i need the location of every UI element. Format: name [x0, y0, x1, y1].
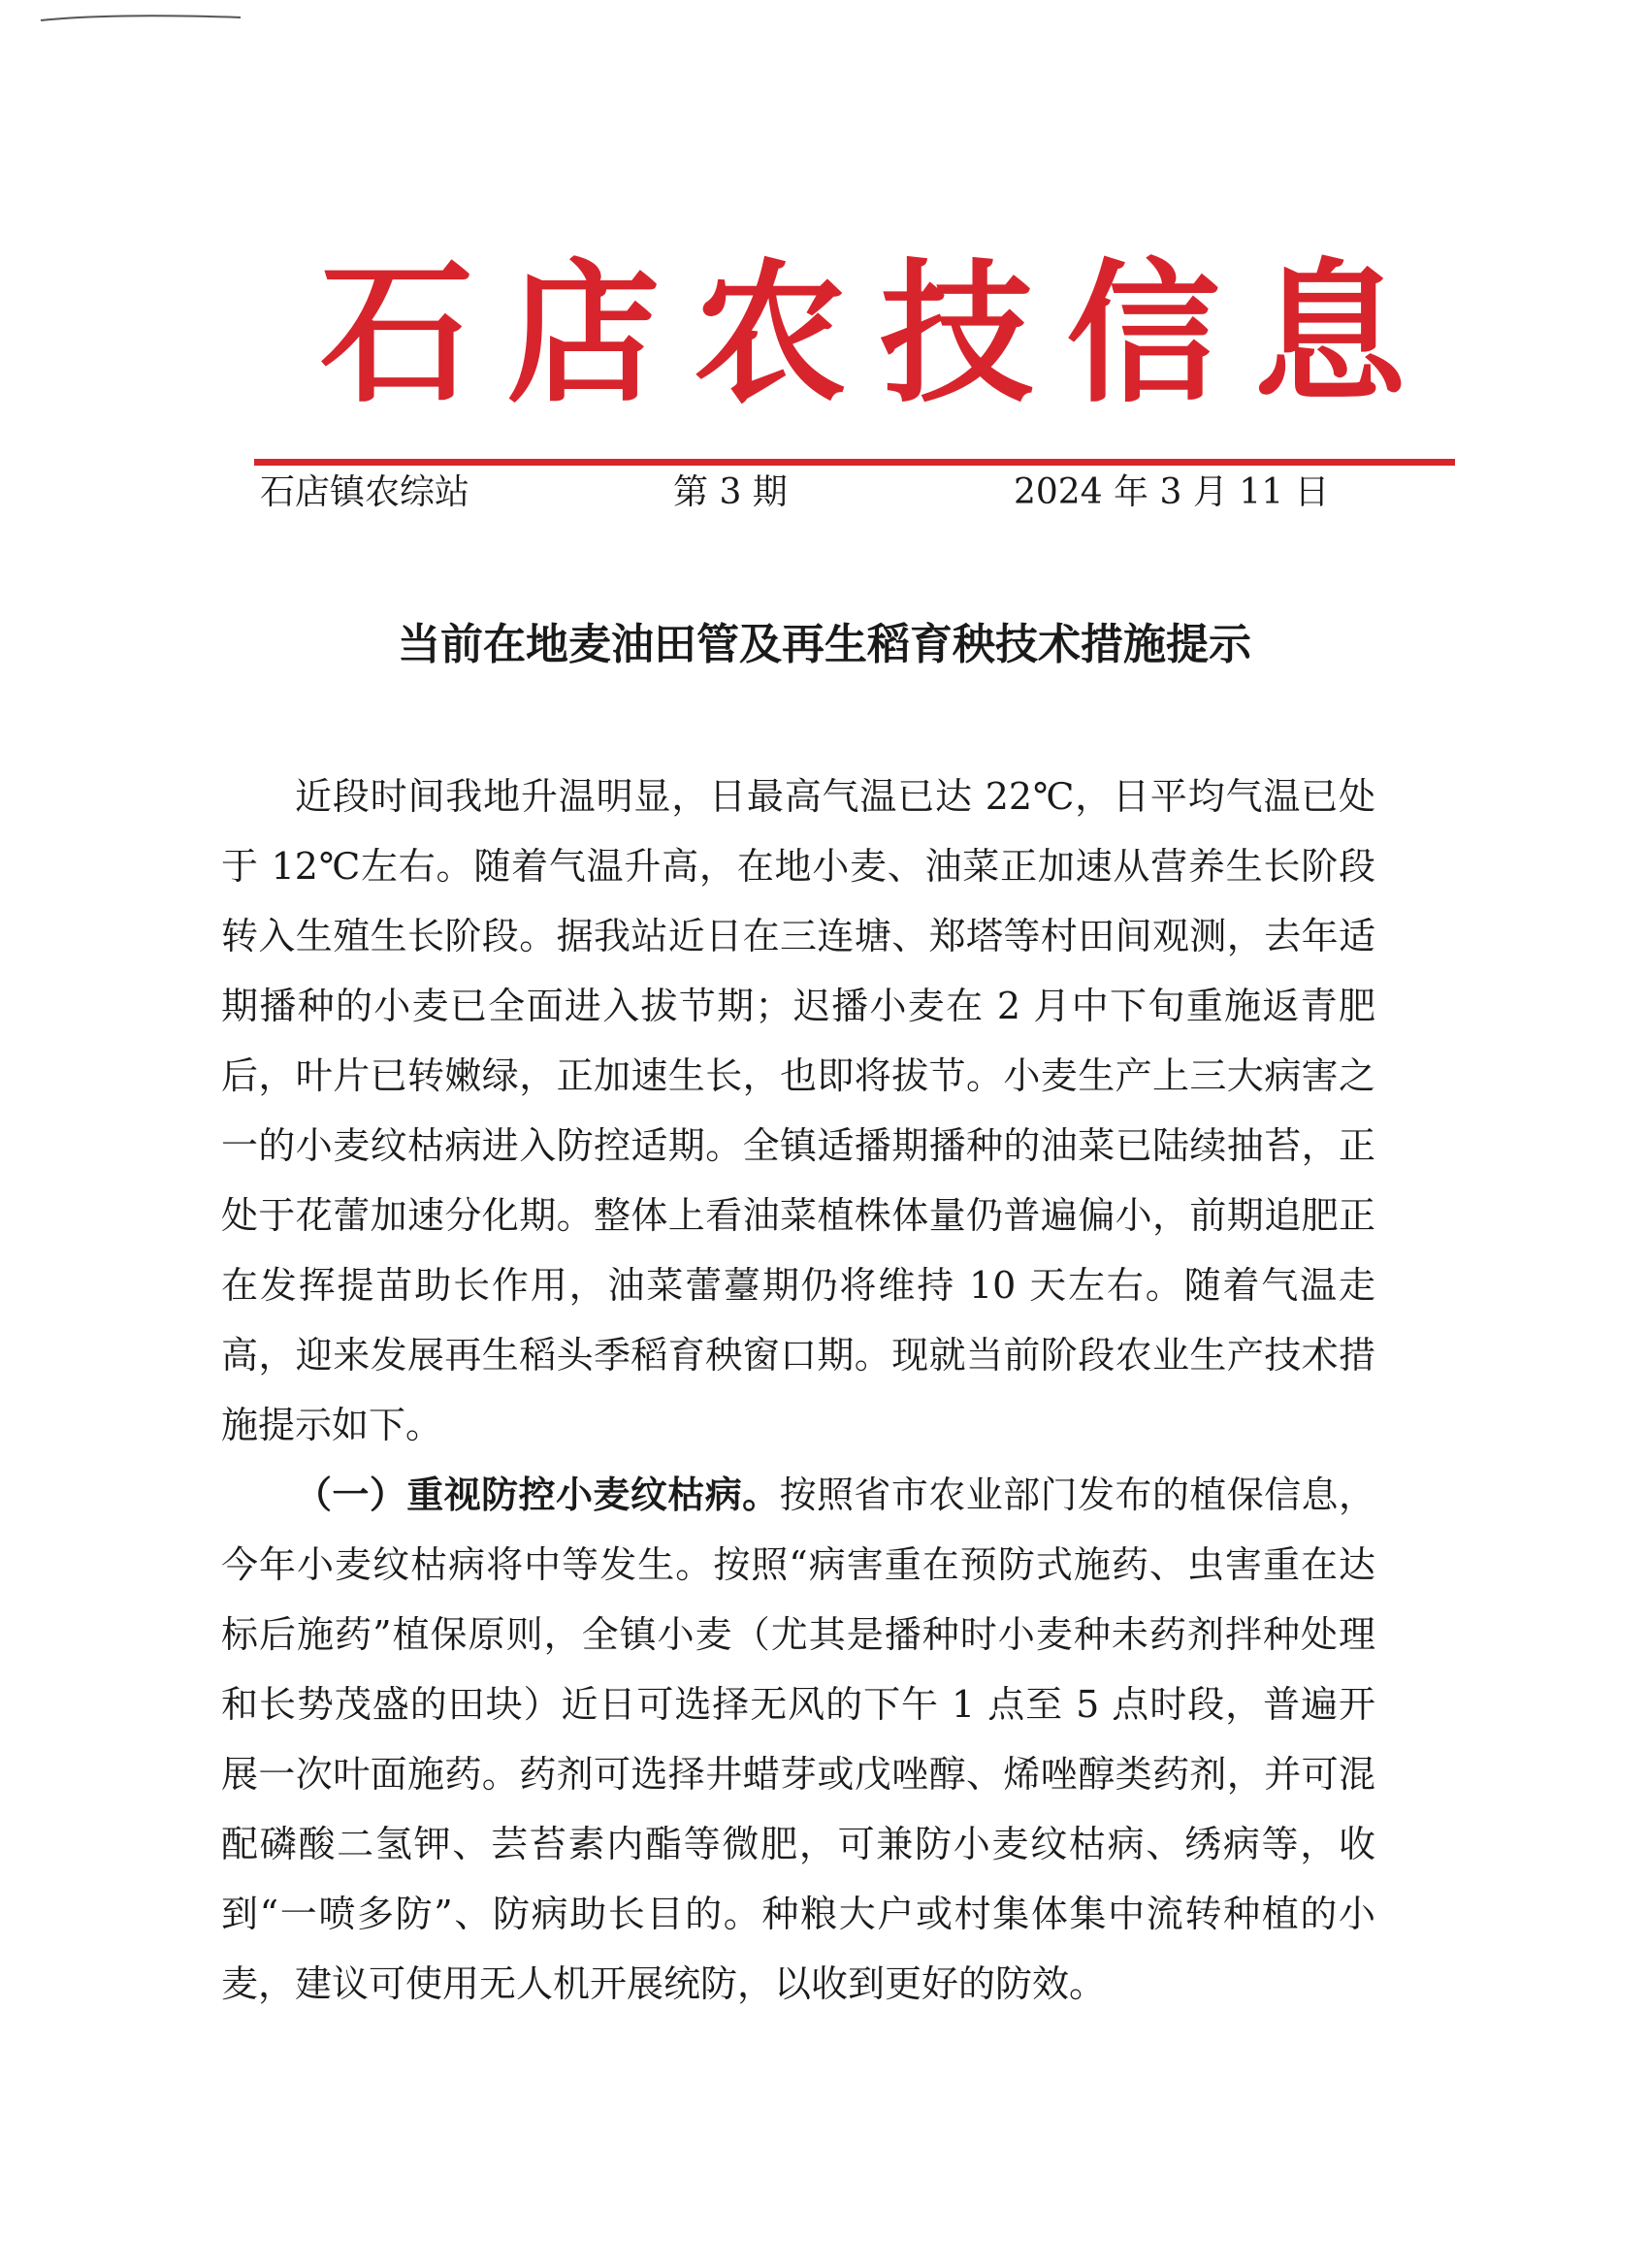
- masthead-char: 农: [693, 244, 847, 424]
- issue-number: 第 3 期: [673, 472, 788, 512]
- masthead-char: 技: [880, 244, 1034, 424]
- section-1-paragraph: [221, 1460, 1375, 2019]
- section-1-heading: （一）重视防控小麦纹枯病。: [295, 1473, 780, 1516]
- scan-pen-mark: [39, 14, 242, 23]
- masthead-char: 信: [1066, 244, 1220, 424]
- masthead-char: 店: [506, 244, 661, 424]
- issue-date: 2024 年 3 月 11 日: [1014, 472, 1330, 512]
- masthead-title: [320, 244, 1406, 424]
- masthead-char: 石: [320, 244, 473, 424]
- issuing-organization: 石店镇农综站: [260, 472, 470, 512]
- article-title: 当前在地麦油田管及再生稻育秧技术措施提示: [398, 620, 1251, 669]
- masthead-char: 息: [1252, 244, 1406, 424]
- article-body: [221, 761, 1375, 2019]
- section-1-text: 按照省市农业部门发布的植保信息，今年小麦纹枯病将中等发生。按照“病害重在预防式施药、虫害重在达标后施药”植保原则，全镇小麦（尤其是播种时小麦种未药剂拌种处理和长势茂盛的田块）近日可选择无风的下午 1 点至 5 点时段，普遍开展一次叶面施药。药剂可选择井蜡芽或戊唑醇、烯唑醇类药剂，并可混配磷酸二氢钾、芸苔素内酯等微肥，可兼防小麦纹枯病、绣病等，收到“一喷多防”、防病助长目的。种粮大户或村集体集中流转种植的小麦，建议可使用无人机开展统防，以收到更好的防效。: [221, 1474, 1375, 2005]
- intro-paragraph: 近段时间我地升温明显，日最高气温已达 22℃，日平均气温已处于 12℃左右。随着气温升高，在地小麦、油菜正加速从营养生长阶段转入生殖生长阶段。据我站近日在三连塘、郑塔等村田间观测，去年适期播种的小麦已全面进入拔节期；迟播小麦在 2 月中下旬重施返青肥后，叶片已转嫩绿，正加速生长，也即将拔节。小麦生产上三大病害之一的小麦纹枯病进入防控适期。全镇适播期播种的油菜已陆续抽苔，正处于花蕾加速分化期。整体上看油菜植株体量仍普遍偏小，前期追肥正在发挥提苗助长作用，油菜蕾薹期仍将维持 10 天左右。随着气温走高，迎来发展再生稻头季稻育秧窗口期。现就当前阶段农业生产技术措施提示如下。: [221, 775, 1375, 1446]
